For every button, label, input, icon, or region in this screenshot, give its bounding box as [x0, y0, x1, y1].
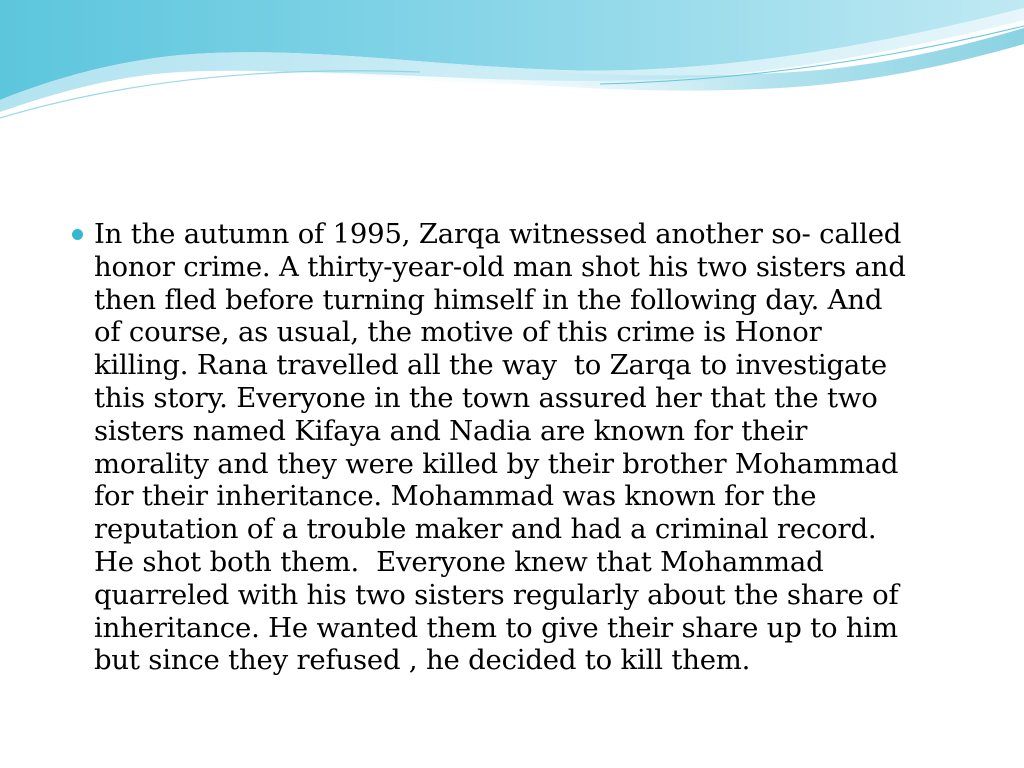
paragraph-line: sisters named Kifaya and Nadia are known for their	[94, 414, 808, 447]
paragraph-line: In the autumn of 1995, Zarqa witnessed another so- called	[94, 218, 902, 250]
paragraph-line: killing. Rana travelled all the way to Zarqa to investigate	[94, 349, 887, 382]
paragraph-line: inheritance. He wanted them to give their share up to him	[94, 611, 898, 644]
paragraph-line: reputation of a trouble maker and had a criminal record.	[94, 513, 877, 546]
paragraph-line: this story. Everyone in the town assured her that the two	[94, 381, 878, 414]
header-wave-decoration	[0, 0, 1024, 130]
bullet-item	[70, 218, 970, 677]
paragraph-line: morality and they were killed by their brother Mohammad	[94, 447, 899, 480]
paragraph-line: but since they refused , he decided to kill them.	[94, 644, 751, 677]
paragraph-line: for their inheritance. Mohammad was known for the	[94, 480, 817, 513]
bullet-dot-icon	[72, 229, 83, 240]
paragraph-line: honor crime. A thirty-year-old man shot his two sisters and	[94, 250, 906, 283]
slide-body	[70, 218, 970, 677]
paragraph-line: then fled before turning himself in the following day. And	[94, 283, 883, 316]
paragraph-line: He shot both them. Everyone knew that Mohammad	[94, 545, 824, 578]
bullet-paragraph	[94, 218, 970, 677]
paragraph-line: quarreled with his two sisters regularly about the share of	[94, 578, 899, 611]
paragraph-line: of course, as usual, the motive of this crime is Honor	[94, 316, 822, 349]
